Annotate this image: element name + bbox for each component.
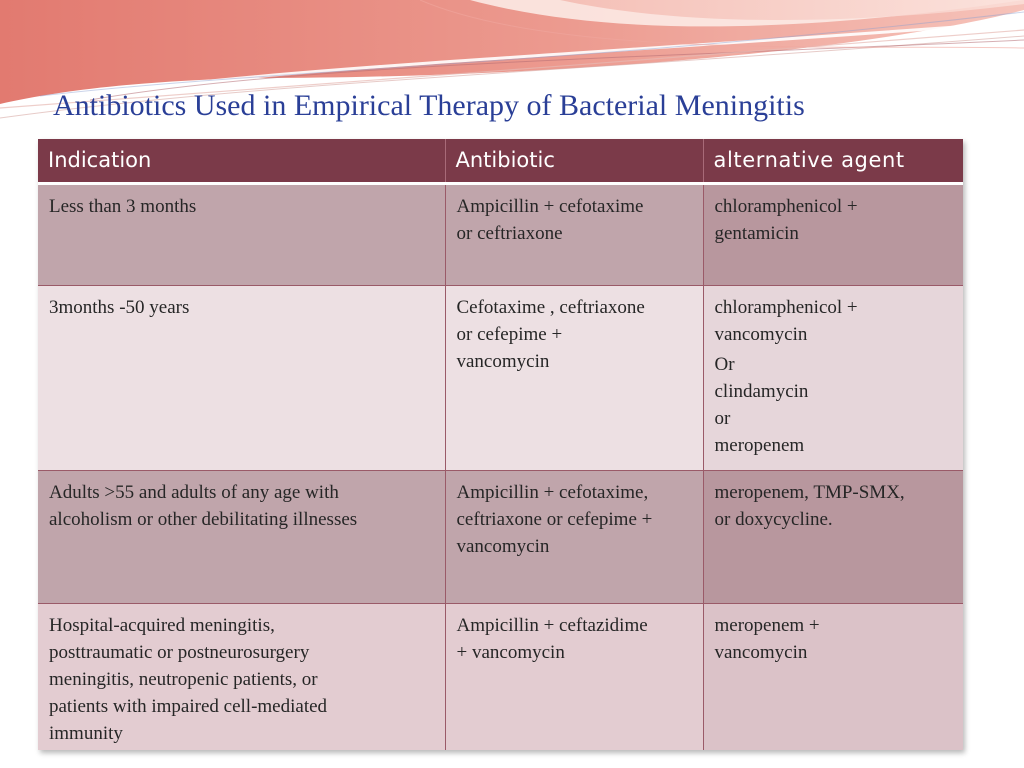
cell-antibiotic (445, 470, 703, 603)
cell-line: posttraumatic or postneurosurgery (49, 641, 310, 663)
cell-line: Less than 3 months (49, 195, 197, 217)
cell-antibiotic (445, 285, 703, 470)
cell-line: patients with impaired cell-mediated (49, 695, 328, 717)
cell-line: meropenem, TMP-SMX, (714, 481, 905, 503)
cell-line: meropenem + (714, 614, 820, 636)
cell-line: Adults >55 and adults of any age with (49, 481, 339, 503)
cell-antibiotic (445, 183, 703, 285)
cell-line: chloramphenicol + (714, 296, 858, 318)
cell-alternative (703, 470, 963, 603)
header-antibiotic: Antibiotic (445, 139, 703, 183)
cell-line: vancomycin (714, 323, 808, 345)
cell-line: Ampicillin + cefotaxime (456, 195, 644, 217)
cell-line: gentamicin (714, 222, 799, 244)
slide-title: Antibiotics Used in Empirical Therapy of Bacterial Meningitis (53, 89, 805, 122)
cell-line: immunity (49, 722, 123, 744)
cell-line: Or (714, 353, 735, 375)
cell-line: meropenem (714, 434, 805, 456)
cell-line: alcoholism or other debilitating illnesses (49, 508, 358, 530)
cell-alternative (703, 183, 963, 285)
cell-line: or doxycycline. (714, 508, 833, 530)
table-row (38, 183, 963, 285)
cell-line: Hospital-acquired meningitis, (49, 614, 275, 636)
cell-line: vancomycin (456, 535, 550, 557)
cell-indication (38, 603, 445, 750)
cell-line: 3months -50 years (49, 296, 190, 318)
header-alternative-agent: alternative agent (703, 139, 963, 183)
cell-line: Cefotaxime , ceftriaxone (456, 296, 645, 318)
cell-line: vancomycin (714, 641, 808, 663)
cell-line: or ceftriaxone (456, 222, 563, 244)
cell-line: meningitis, neutropenic patients, or (49, 668, 318, 690)
table-row (38, 470, 963, 603)
cell-alternative (703, 603, 963, 750)
cell-line: or (714, 407, 731, 429)
cell-indication (38, 285, 445, 470)
cell-line: chloramphenicol + (714, 195, 858, 217)
cell-line: or cefepime + (456, 323, 563, 345)
cell-line: Ampicillin + ceftazidime (456, 614, 648, 636)
cell-line: + vancomycin (456, 641, 565, 663)
cell-indication (38, 183, 445, 285)
therapy-table-container (38, 139, 963, 750)
therapy-table (38, 139, 963, 750)
table-header-row (38, 139, 963, 183)
cell-indication (38, 470, 445, 603)
cell-line: vancomycin (456, 350, 550, 372)
cell-alternative (703, 285, 963, 470)
cell-line: Ampicillin + cefotaxime, (456, 481, 649, 503)
cell-line: ceftriaxone or cefepime + (456, 508, 653, 530)
header-indication: Indication (38, 139, 445, 183)
cell-line: clindamycin (714, 380, 809, 402)
cell-antibiotic (445, 603, 703, 750)
table-row (38, 603, 963, 750)
table-row (38, 285, 963, 470)
